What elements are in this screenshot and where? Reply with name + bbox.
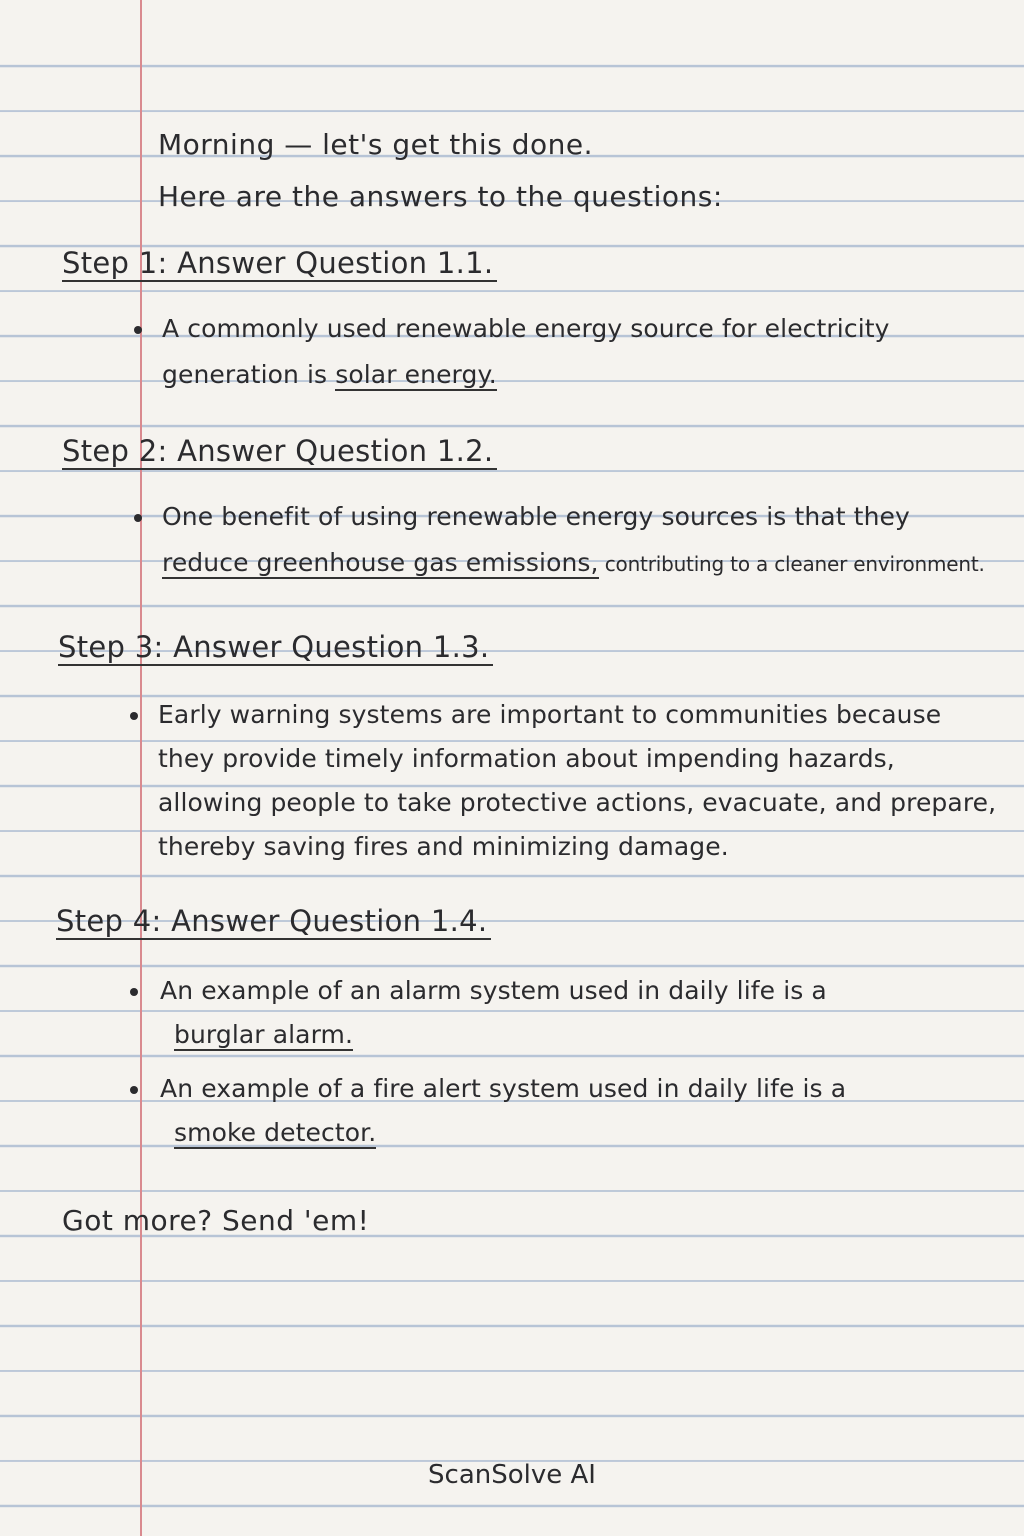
step-2-title: Step 2: Answer Question 1.2. bbox=[62, 434, 497, 470]
margin-line bbox=[140, 0, 142, 1536]
step-1-title: Step 1: Answer Question 1.1. bbox=[62, 246, 497, 282]
bullet-dot bbox=[134, 514, 142, 522]
greeting-text: Morning — let's get this done. bbox=[158, 128, 593, 161]
step-1-answer: solar energy. bbox=[335, 360, 497, 389]
step-3-title: Step 3: Answer Question 1.3. bbox=[58, 630, 493, 666]
bullet-dot bbox=[130, 712, 138, 720]
step-2-bullet-line2 bbox=[162, 548, 985, 577]
step-4-answer-1: burglar alarm. bbox=[174, 1020, 354, 1049]
step-4-bullet1-line2 bbox=[174, 1020, 353, 1049]
bullet-dot bbox=[134, 326, 142, 334]
step-3-bullet-line1: Early warning systems are important to communities because bbox=[158, 700, 942, 729]
step-3-bullet-line4: thereby saving fires and minimizing damage. bbox=[158, 832, 729, 861]
step-4-title: Step 4: Answer Question 1.4. bbox=[56, 904, 491, 940]
step-1-bullet-line1: A commonly used renewable energy source for electricity bbox=[162, 314, 890, 343]
closing-text: Got more? Send 'em! bbox=[62, 1204, 370, 1237]
step-2-bullet-line1: One benefit of using renewable energy sources is that they bbox=[162, 502, 910, 531]
bullet-dot bbox=[130, 988, 138, 996]
step-2-answer: reduce greenhouse gas emissions, bbox=[162, 548, 599, 577]
step-4-bullet2-line2 bbox=[174, 1118, 376, 1147]
step-1-bullet-pre: generation is bbox=[162, 360, 336, 389]
step-4-answer-2: smoke detector. bbox=[174, 1118, 377, 1147]
step-3-bullet-line3: allowing people to take protective actions, evacuate, and prepare, bbox=[158, 788, 997, 817]
paper-top-edge bbox=[0, 0, 1024, 22]
step-1-bullet-line2 bbox=[162, 360, 497, 389]
footer-brand: ScanSolve AI bbox=[428, 1460, 596, 1490]
intro-text: Here are the answers to the questions: bbox=[158, 180, 723, 213]
step-4-bullet2-line1: An example of a fire alert system used in daily life is a bbox=[160, 1074, 847, 1103]
step-4-bullet1-line1: An example of an alarm system used in daily life is a bbox=[160, 976, 827, 1005]
bullet-dot bbox=[130, 1086, 138, 1094]
step-2-bullet-post: contributing to a cleaner environment. bbox=[598, 552, 985, 576]
step-3-bullet-line2: they provide timely information about impending hazards, bbox=[158, 744, 895, 773]
